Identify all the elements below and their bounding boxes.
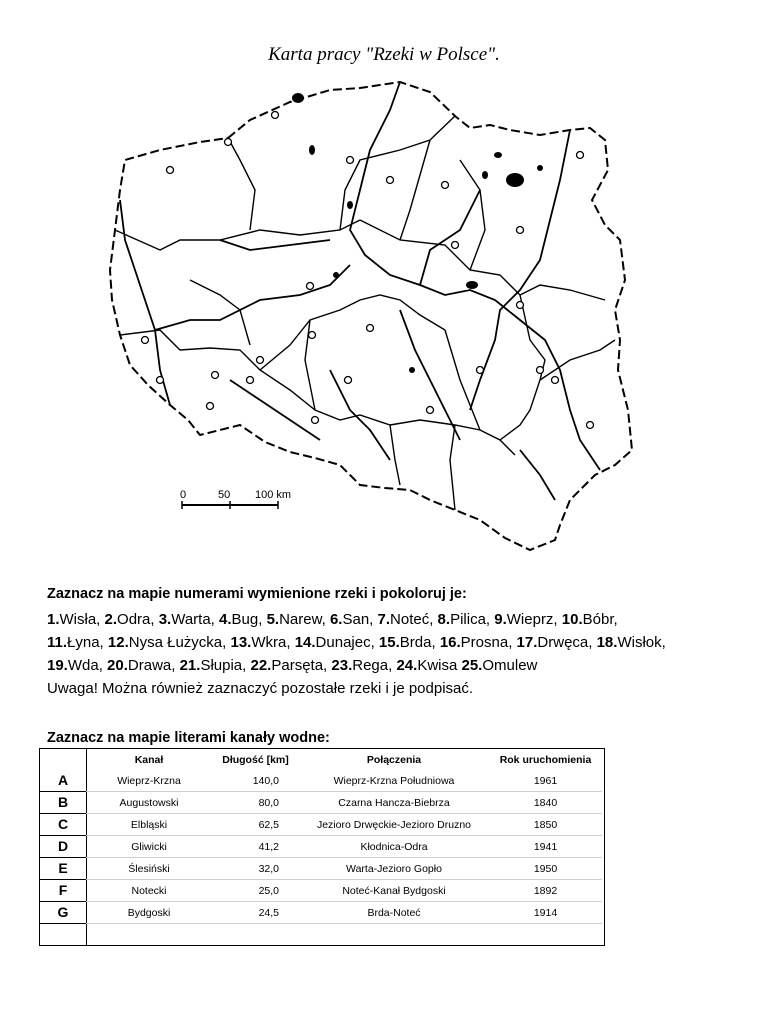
- canals-heading: Zaznacz na mapie literami kanały wodne:: [47, 730, 330, 746]
- table-header-row: [86, 749, 602, 770]
- river-number: 24.: [396, 657, 418, 674]
- river-name: Prosna,: [460, 634, 517, 651]
- river-name: San,: [342, 611, 378, 628]
- canal-name: Bydgoski: [86, 902, 212, 924]
- table-row: [86, 880, 602, 902]
- scale-bar: [180, 489, 291, 509]
- canal-connections: Kłodnica-Odra: [299, 836, 489, 858]
- river-number: 6.: [329, 611, 343, 628]
- river-number: 10.: [561, 611, 583, 628]
- river-number: 20.: [107, 657, 128, 674]
- river-name: Odra,: [117, 611, 159, 628]
- canal-letters-column: [40, 749, 87, 945]
- river-name: Bug,: [231, 611, 267, 628]
- header-year: Rok uruchomienia: [499, 753, 592, 766]
- river-name: Słupia,: [200, 657, 251, 674]
- river-number: 13.: [230, 634, 252, 651]
- canal-name: Elbląski: [86, 814, 212, 836]
- river-number: 15.: [378, 634, 400, 651]
- river-number: 8.: [437, 611, 451, 628]
- poland-border: [110, 82, 632, 550]
- table-row: [86, 770, 602, 792]
- river-number: 21.: [179, 657, 201, 674]
- canal-letter: C: [40, 814, 86, 836]
- river-number: 12.: [107, 634, 129, 651]
- river-name: Dunajec,: [315, 634, 379, 651]
- canal-length: 140,0: [212, 770, 299, 792]
- river-name: Pilica,: [450, 611, 495, 628]
- header-length: Długość [km]: [222, 753, 289, 766]
- scale-label-100: 100 km: [255, 489, 292, 501]
- canals-table: [86, 749, 602, 924]
- canal-year: 1941: [489, 836, 602, 858]
- canal-letter: E: [40, 858, 86, 880]
- river-name: Wisła,: [59, 611, 105, 628]
- canal-year: 1892: [489, 880, 602, 902]
- river-name: Noteć,: [390, 611, 438, 628]
- header-canal: Kanał: [134, 753, 164, 766]
- river-name: Drwęca,: [537, 634, 597, 651]
- canals-table-frame: [39, 748, 605, 946]
- canal-year: 1850: [489, 814, 602, 836]
- river-number: 7.: [377, 611, 391, 628]
- canal-letter: G: [40, 902, 86, 924]
- river-name: Wda,: [67, 657, 108, 674]
- river-number: 2.: [104, 611, 118, 628]
- rivers-list: [47, 608, 747, 700]
- canal-connections: Brda-Noteć: [299, 902, 489, 924]
- worksheet-title: Karta pracy "Rzeki w Polsce".: [268, 44, 500, 65]
- canal-name: Wieprz-Krzna: [86, 770, 212, 792]
- river-name: Brda,: [399, 634, 440, 651]
- river-number: 23.: [331, 657, 353, 674]
- canal-name: Augustowski: [86, 792, 212, 814]
- river-name: Nysa Łużycka,: [128, 634, 231, 651]
- canal-connections: Jezioro Drwęckie-Jezioro Druzno: [299, 814, 489, 836]
- river-name: Drawa,: [127, 657, 180, 674]
- river-number: 22.: [250, 657, 272, 674]
- lakes: [292, 93, 543, 373]
- canal-connections: Czarna Hancza-Biebrza: [299, 792, 489, 814]
- canal-letter: F: [40, 880, 86, 902]
- river-name: Bóbr,: [582, 611, 618, 628]
- river-number: 11.: [47, 634, 68, 651]
- canal-letter: A: [40, 770, 86, 792]
- table-row: [86, 836, 602, 858]
- table-row: [86, 792, 602, 814]
- table-row: [86, 814, 602, 836]
- canal-length: 24,5: [212, 902, 299, 924]
- river-name: Omulew: [482, 657, 538, 674]
- river-number: 5.: [266, 611, 280, 628]
- rivers-heading: Zaznacz na mapie numerami wymienione rzeki i pokoloruj je:: [47, 586, 467, 602]
- header-connections: Połączenia: [366, 753, 422, 766]
- scale-label-50: 50: [218, 489, 231, 501]
- rivers-line-2: [47, 631, 747, 654]
- river-number: 18.: [596, 634, 618, 651]
- river-name: Parsęta,: [271, 657, 332, 674]
- canal-name: Gliwicki: [86, 836, 212, 858]
- river-number: 16.: [439, 634, 461, 651]
- river-number: 14.: [294, 634, 316, 651]
- canal-length: 62,5: [212, 814, 299, 836]
- canal-letter: [40, 924, 86, 945]
- canal-year: 1914: [489, 902, 602, 924]
- canal-year: 1950: [489, 858, 602, 880]
- river-number: 17.: [516, 634, 538, 651]
- canal-year: 1840: [489, 792, 602, 814]
- canal-length: 25,0: [212, 880, 299, 902]
- river-number: 4.: [219, 611, 232, 628]
- river-number: 3.: [158, 611, 172, 628]
- rivers-note: Uwaga! Można również zaznaczyć pozostałe rzeki i je podpisać.: [47, 680, 474, 697]
- canal-length: 80,0: [212, 792, 299, 814]
- poland-map: [100, 80, 660, 570]
- canal-length: 32,0: [212, 858, 299, 880]
- river-name: Wkra,: [251, 634, 295, 651]
- river-number: 19.: [47, 657, 68, 674]
- rivers-line-1: [47, 608, 747, 631]
- river-name: Wisłok,: [617, 634, 666, 651]
- canal-connections: Warta-Jezioro Gopło: [299, 858, 489, 880]
- river-number: 1.: [47, 611, 60, 628]
- canal-name: Ślesiński: [86, 858, 212, 880]
- canal-letter: D: [40, 836, 86, 858]
- province-borders: [115, 116, 615, 510]
- river-name: Wieprz,: [506, 611, 562, 628]
- canal-length: 41,2: [212, 836, 299, 858]
- river-name: Łyna,: [67, 634, 108, 651]
- table-row: [86, 858, 602, 880]
- river-number: 9.: [494, 611, 507, 628]
- river-name: Narew,: [279, 611, 330, 628]
- canal-letter: B: [40, 792, 86, 814]
- canal-name: Notecki: [86, 880, 212, 902]
- canal-connections: Noteć-Kanał Bydgoski: [299, 880, 489, 902]
- river-name: Kwisa: [417, 657, 462, 674]
- river-name: Warta,: [171, 611, 220, 628]
- table-row: [86, 902, 602, 924]
- rivers-line-3: [47, 654, 747, 677]
- canal-connections: Wieprz-Krzna Południowa: [299, 770, 489, 792]
- river-number: 25.: [461, 657, 483, 674]
- scale-label-0: 0: [180, 489, 187, 501]
- canal-year: 1961: [489, 770, 602, 792]
- river-name: Rega,: [352, 657, 397, 674]
